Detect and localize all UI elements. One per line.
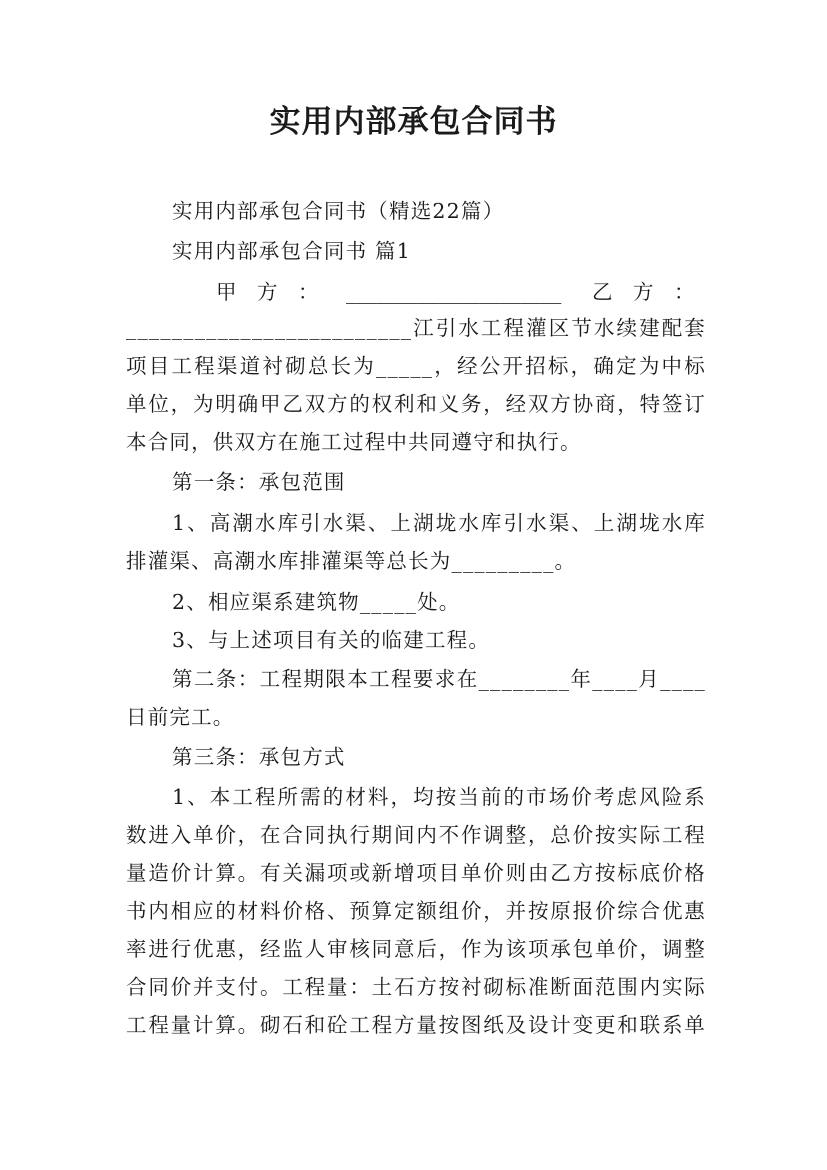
body-line: 数进入单价，在合同执行期间内不作调整，总价按实际工程 xyxy=(126,823,706,847)
document-title: 实用内部承包合同书 xyxy=(269,104,558,140)
body-line: 合同价并支付。工程量：土石方按衬砌标准断面范围内实际 xyxy=(126,975,706,999)
party-a-blank: _____________________ xyxy=(346,280,562,304)
body-line: 1、本工程所需的材料，均按当前的市场价考虑风险系 xyxy=(172,785,706,809)
party-a-label: 甲 方 ： xyxy=(216,280,319,304)
body-line: 书内相应的材料价格、预算定额组价，并按原报价综合优惠 xyxy=(126,899,706,923)
body-line: 项目工程渠道衬砌总长为_____，经公开招标，确定为中标 xyxy=(126,354,706,378)
party-b-label: 乙 方 ： xyxy=(592,280,695,304)
body-line: 量造价计算。有关漏项或新增项目单价则由乙方按标底价格 xyxy=(126,861,706,885)
article-heading: 第三条：承包方式 xyxy=(172,745,346,769)
subtitle: 实用内部承包合同书（精选22篇） xyxy=(172,199,505,223)
section-heading: 实用内部承包合同书 篇1 xyxy=(172,239,411,263)
body-line: 排灌渠、高潮水库排灌渠等总长为_________。 xyxy=(126,549,577,573)
body-line: 工程量计算。砌石和砼工程方量按图纸及设计变更和联系单 xyxy=(126,1013,706,1037)
body-line: 日前完工。 xyxy=(126,705,235,729)
party-row xyxy=(126,274,706,310)
article-heading: 第一条：承包范围 xyxy=(172,470,346,494)
list-item: 2、相应渠系建筑物_____处。 xyxy=(172,590,461,614)
body-line: _________________________江引水工程灌区节水续建配套 xyxy=(126,316,706,340)
body-line: 1、高潮水库引水渠、上湖垅水库引水渠、上湖垅水库 xyxy=(172,511,706,535)
body-line: 率进行优惠，经监人审核同意后，作为该项承包单价，调整 xyxy=(126,937,706,961)
body-line: 单位，为明确甲乙双方的权利和义务，经双方协商，特签订 xyxy=(126,392,706,416)
list-item: 3、与上述项目有关的临建工程。 xyxy=(172,628,491,652)
body-line: 本合同，供双方在施工过程中共同遵守和执行。 xyxy=(126,430,582,454)
article-heading: 第二条：工程期限本工程要求在________年____月____ xyxy=(172,667,706,691)
